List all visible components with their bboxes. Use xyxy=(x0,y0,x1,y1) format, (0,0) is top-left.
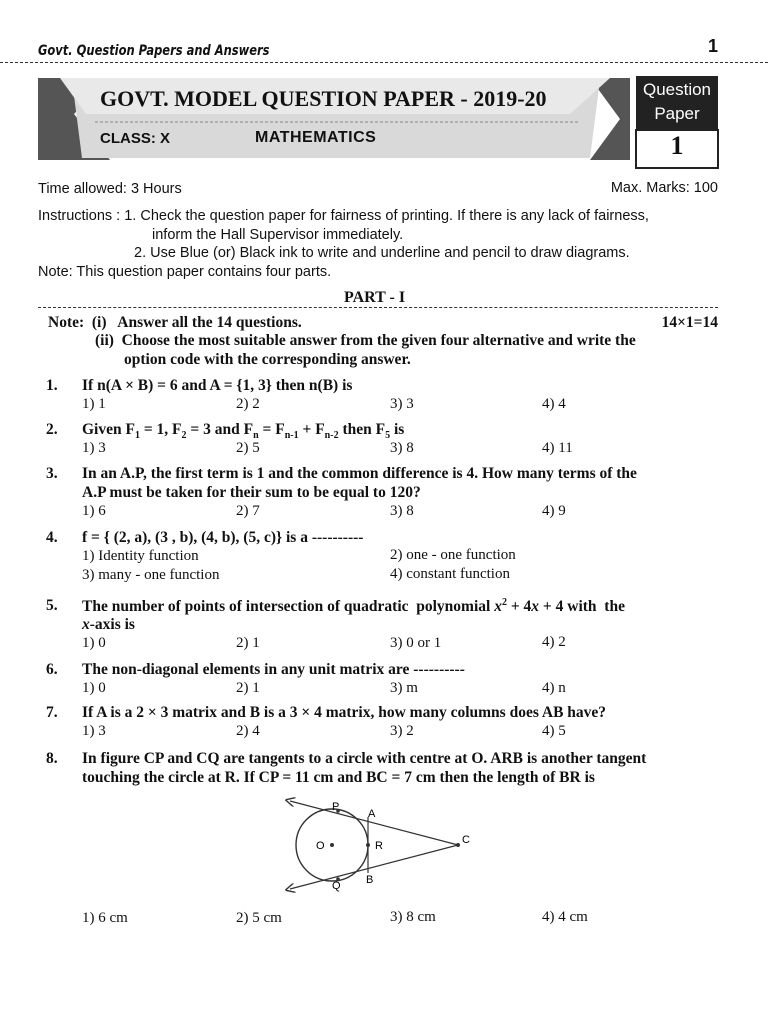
option-3: 3) 2 xyxy=(390,723,414,739)
part-marks: 14×1=14 xyxy=(661,314,718,331)
part-note-i: Note: (i) Answer all the 14 questions. xyxy=(48,314,302,331)
question-number: 4. xyxy=(46,529,58,546)
option-2: 2) 5 cm xyxy=(236,910,282,926)
part-title: PART - I xyxy=(338,289,411,307)
option-1: 1) 6 cm xyxy=(82,910,128,926)
option-2: 2) 2 xyxy=(236,396,260,412)
parts-note: Note: This question paper contains four parts. xyxy=(38,264,332,280)
running-header-title: Govt. Question Papers and Answers xyxy=(38,43,270,59)
badge-line-paper: Paper xyxy=(654,104,700,123)
question-text: In figure CP and CQ are tangents to a circle with centre at O. ARB is another tangent xyxy=(82,750,647,767)
label-c: C xyxy=(462,834,470,846)
option-4: 4) 4 xyxy=(542,396,566,412)
label-o: O xyxy=(316,840,325,852)
option-4: 4) 4 cm xyxy=(542,909,588,925)
option-3: 3) 3 xyxy=(390,396,414,412)
point-r xyxy=(366,843,370,847)
class-label: CLASS: X xyxy=(100,130,171,147)
question-number: 2. xyxy=(46,421,58,438)
option-1: 1) Identity function xyxy=(82,548,199,564)
option-3: 3) 8 xyxy=(390,503,414,519)
option-2: 2) 7 xyxy=(236,503,260,519)
option-1: 1) 3 xyxy=(82,440,106,456)
subject-label: MATHEMATICS xyxy=(255,129,377,146)
question-text: In an A.P, the first term is 1 and the common difference is 4. How many terms of the xyxy=(82,465,637,482)
question-number: 5. xyxy=(46,597,58,614)
question-text: f = { (2, a), (3 , b), (4, b), (5, c)} is a ---------- xyxy=(82,529,364,546)
instruction-1: Instructions : 1. Check the question paper for fairness of printing. If there is any lack of fairness, xyxy=(38,208,649,224)
question-text-cont: touching the circle at R. If CP = 11 cm and BC = 7 cm then the length of BR is xyxy=(82,769,595,786)
option-2: 2) 1 xyxy=(236,635,260,651)
option-4: 4) 2 xyxy=(542,634,566,650)
option-1: 1) 0 xyxy=(82,680,106,696)
point-c xyxy=(456,843,460,847)
question-text: Given $F_1 = 1$, $F_2 = 3$ and $F_n = F_{n-1} + F_{n-2}$ then $F_5$ is xyxy=(82,421,405,442)
question-text-cont: A.P must be taken for their sum to be equal to 120? xyxy=(82,484,421,501)
time-allowed: Time allowed: 3 Hours xyxy=(38,181,182,197)
page-number: 1 xyxy=(707,36,718,56)
option-2: 2) 1 xyxy=(236,680,260,696)
paper-number: 1 xyxy=(670,131,684,160)
label-b: B xyxy=(366,874,374,886)
badge-line-question: Question xyxy=(642,80,712,99)
question-number: 8. xyxy=(46,750,58,767)
option-1: 1) 0 xyxy=(82,635,106,651)
option-2: 2) 4 xyxy=(236,723,260,739)
label-a: A xyxy=(368,808,376,820)
option-3: 3) m xyxy=(390,680,418,696)
part-note-ii-cont: option code with the corresponding answer. xyxy=(124,351,411,368)
option-2: 2) 5 xyxy=(236,440,260,456)
header-divider xyxy=(0,62,768,63)
instruction-1-cont: inform the Hall Supervisor immediately. xyxy=(152,227,404,243)
option-3: 3) 0 or 1 xyxy=(390,635,442,651)
label-q: Q xyxy=(332,880,341,892)
label-r: R xyxy=(375,840,383,852)
question-text: The non-diagonal elements in any unit matrix are ---------- xyxy=(82,661,465,678)
option-3: 3) 8 cm xyxy=(390,909,436,925)
question-text-cont: x-axis is xyxy=(82,616,135,633)
option-1: 1) 3 xyxy=(82,723,106,739)
question-number: 6. xyxy=(46,661,58,678)
instruction-2: 2. Use Blue (or) Black ink to write and underline and pencil to draw diagrams. xyxy=(134,245,630,261)
question-text: If n(A × B) = 6 and A = {1, 3} then n(B) is xyxy=(82,377,353,394)
paper-badge xyxy=(636,78,718,126)
option-1: 1) 1 xyxy=(82,396,106,412)
question-number: 7. xyxy=(46,704,58,721)
part-divider xyxy=(38,307,718,308)
max-marks: Max. Marks: 100 xyxy=(610,180,718,196)
option-4: 4) 9 xyxy=(542,503,566,519)
option-3: 3) 8 xyxy=(390,440,414,456)
option-4: 4) 5 xyxy=(542,723,566,739)
option-1: 1) 6 xyxy=(82,503,106,519)
option-4: 4) n xyxy=(542,680,566,696)
option-2: 2) one - one function xyxy=(390,547,516,563)
option-4: 4) 11 xyxy=(542,440,573,456)
question-number: 1. xyxy=(46,377,58,394)
centre-point xyxy=(330,843,334,847)
tangent-figure xyxy=(280,795,480,895)
label-p: P xyxy=(332,801,340,813)
question-text: The number of points of intersection of quadratic polynomial $x^2 + 4x + 4$ with the xyxy=(82,597,625,616)
option-4: 4) constant function xyxy=(390,566,510,582)
option-3: 3) many - one function xyxy=(82,567,220,583)
banner-title: GOVT. MODEL QUESTION PAPER - 2019-20 xyxy=(100,86,547,111)
question-text: If A is a 2 × 3 matrix and B is a 3 × 4 matrix, how many columns does AB have? xyxy=(82,704,607,721)
part-note-ii: (ii) Choose the most suitable answer from the given four alternative and write the xyxy=(95,332,636,349)
question-number: 3. xyxy=(46,465,58,482)
